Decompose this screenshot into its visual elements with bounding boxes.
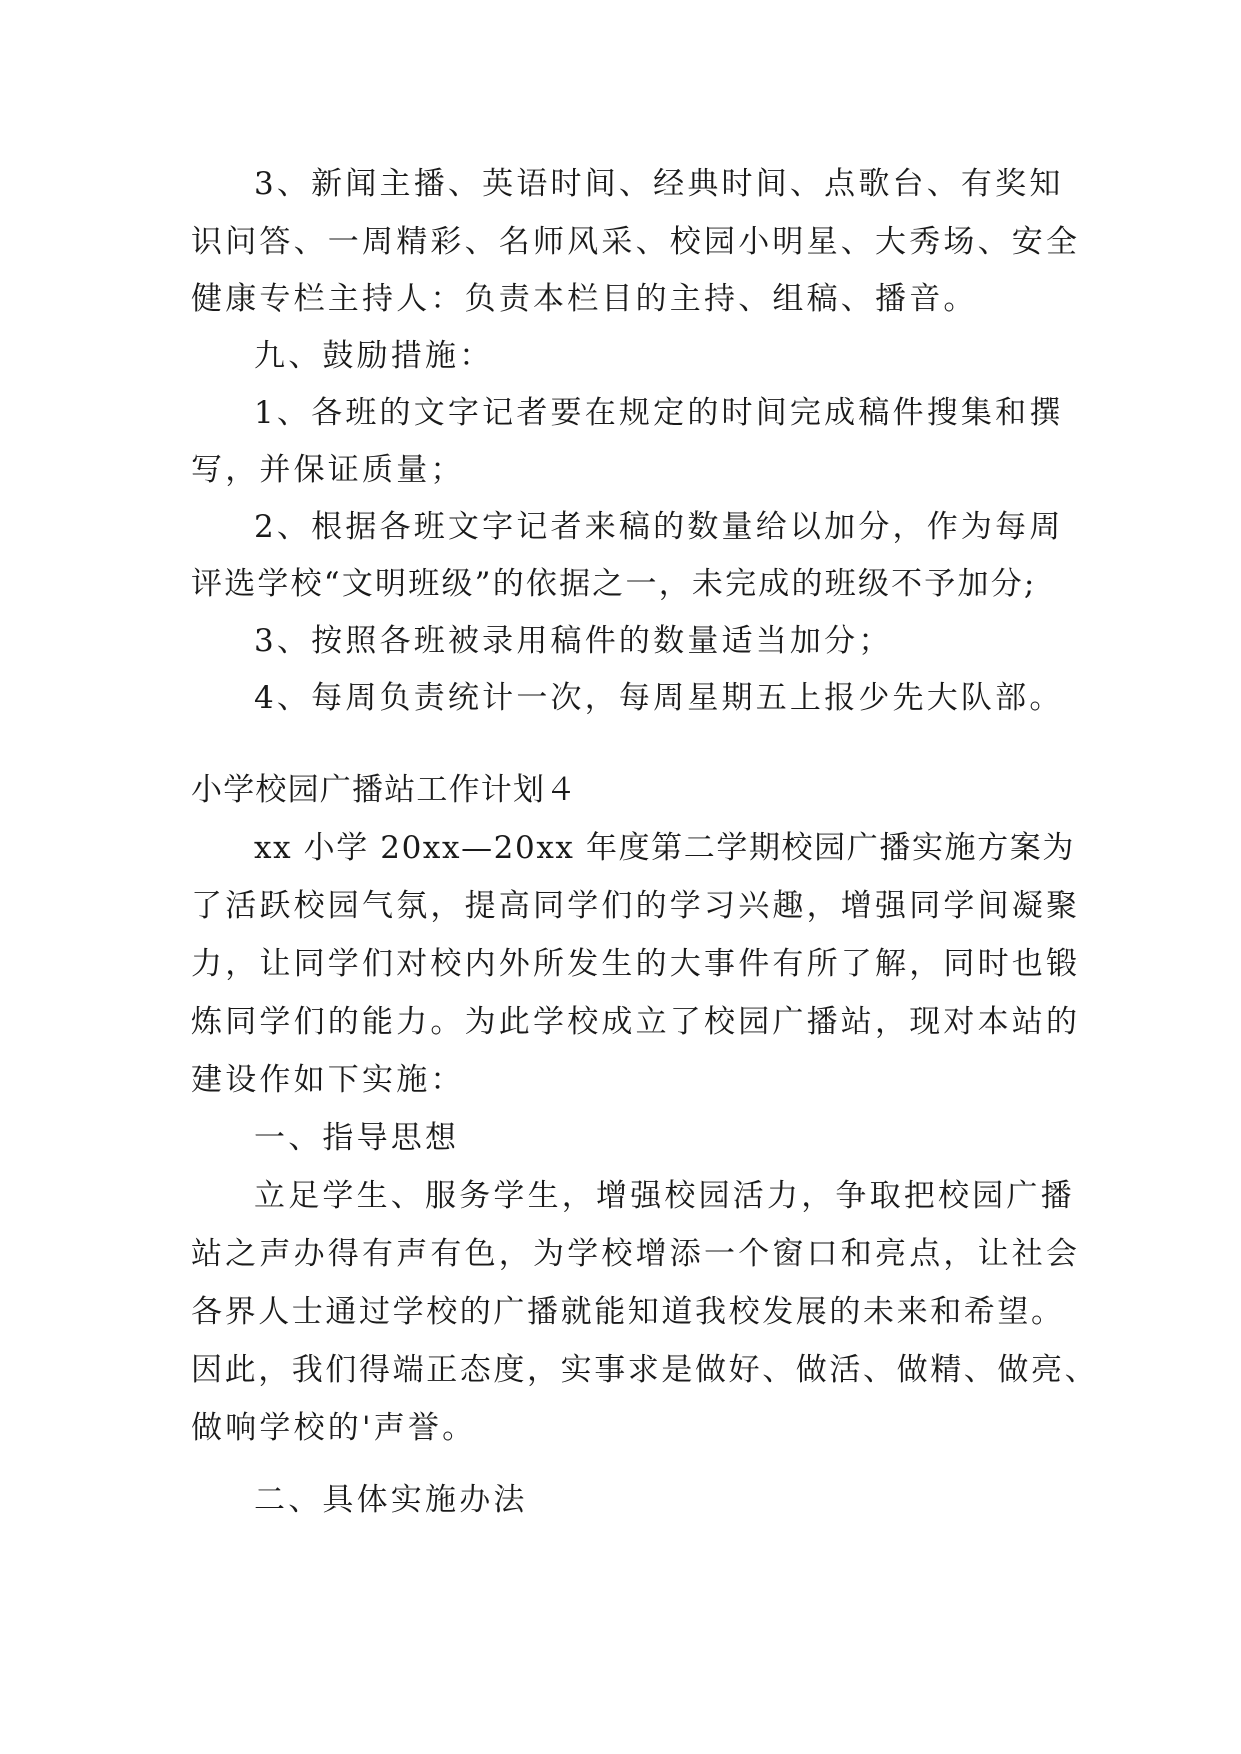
para2-line5: 做响学校的'声誉。: [191, 1410, 477, 1446]
para2-line2: 站之声办得有声有色，为学校增添一个窗口和亮点，让社会: [191, 1236, 1081, 1272]
measure1-line1: 1、各班的文字记者要在规定的时间完成稿件搜集和撰: [254, 395, 1064, 431]
para2-line1: 立足学生、服务学生，增强校园活力，争取把校园广播: [254, 1178, 1075, 1214]
measure2-line1: 2、根据各班文字记者来稿的数量给以加分，作为每周: [254, 509, 1064, 545]
para1-line1: xx 小学 20xx—20xx 年度第二学期校园广播实施方案为: [254, 830, 1075, 866]
item3-line3: 健康专栏主持人：负责本栏目的主持、组稿、播音。: [191, 281, 978, 317]
item3-line2: 识问答、一周精彩、名师风采、校园小明星、大秀场、安全: [191, 224, 1081, 260]
measure3: 3、按照各班被录用稿件的数量适当加分；: [254, 623, 893, 659]
heading-implementation: 二、具体实施办法: [254, 1482, 528, 1518]
para2-line3: 各界人士通过学校的广播就能知道我校发展的未来和希望。: [191, 1294, 1065, 1330]
para1-line3: 力，让同学们对校内外所发生的大事件有所了解，同时也锻: [191, 946, 1081, 982]
para2-line4: 因此，我们得端正态度，实事求是做好、做活、做精、做亮、: [191, 1352, 1099, 1388]
heading-encouragement: 九、鼓励措施：: [254, 338, 494, 374]
para1-line2: 了活跃校园气氛，提高同学们的学习兴趣，增强同学间凝聚: [191, 888, 1081, 924]
item3-line1: 3、新闻主播、英语时间、经典时间、点歌台、有奖知: [254, 166, 1064, 202]
measure4: 4、每周负责统计一次，每周星期五上报少先大队部。: [254, 680, 1064, 716]
heading-guiding-ideology: 一、指导思想: [254, 1120, 460, 1156]
para1-line4: 炼同学们的能力。为此学校成立了校园广播站，现对本站的: [191, 1004, 1081, 1040]
para1-line5: 建设作如下实施：: [191, 1062, 465, 1098]
measure1-line2: 写，并保证质量；: [191, 452, 465, 488]
section-title: 小学校园广播站工作计划４: [191, 772, 578, 808]
measure2-line2: 评选学校“文明班级”的依据之一，未完成的班级不予加分;: [191, 566, 1037, 602]
